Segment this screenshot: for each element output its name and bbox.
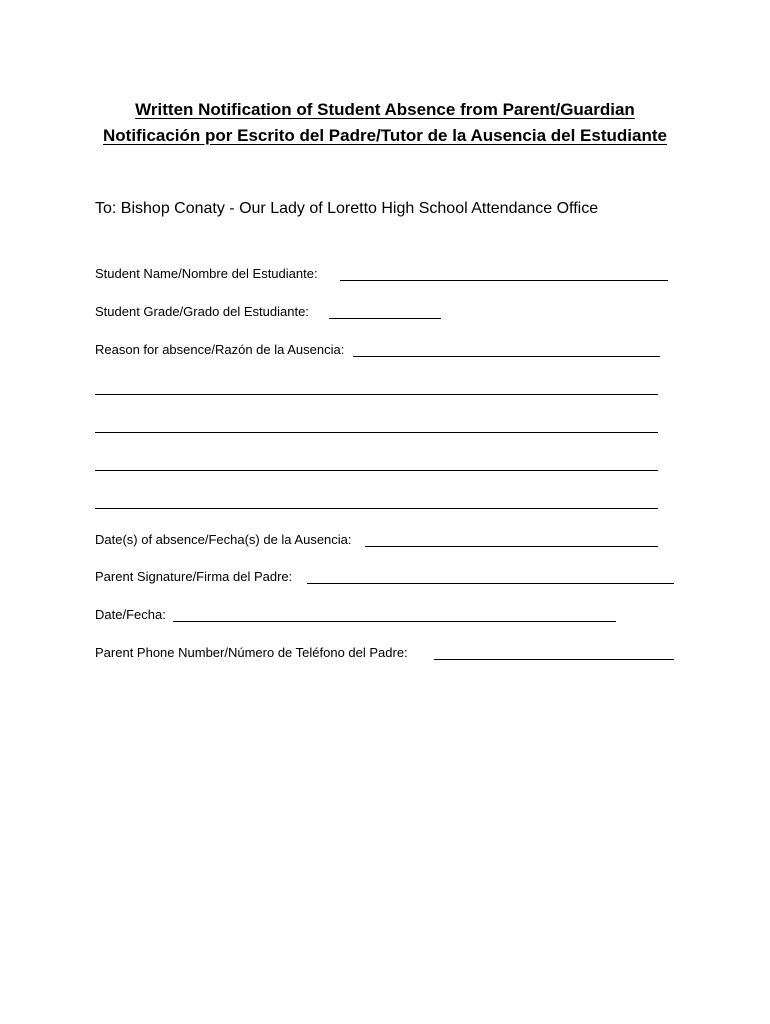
- student-grade-field[interactable]: [329, 318, 441, 319]
- student-name-label: Student Name/Nombre del Estudiante:: [95, 266, 318, 281]
- student-grade-label: Student Grade/Grado del Estudiante:: [95, 304, 309, 319]
- reason-continuation-line-4[interactable]: [95, 508, 658, 509]
- student-name-field[interactable]: [340, 280, 668, 281]
- parent-phone-field[interactable]: [434, 659, 674, 660]
- dates-of-absence-label: Date(s) of absence/Fecha(s) de la Ausencia:: [95, 532, 352, 547]
- date-label: Date/Fecha:: [95, 607, 166, 622]
- date-field[interactable]: [173, 621, 616, 622]
- reason-continuation-line-2[interactable]: [95, 432, 658, 433]
- reason-continuation-line-3[interactable]: [95, 470, 658, 471]
- reason-continuation-line-1[interactable]: [95, 394, 658, 395]
- parent-signature-label: Parent Signature/Firma del Padre:: [95, 569, 293, 584]
- form-title-spanish: Notificación por Escrito del Padre/Tutor de la Ausencia del Estudiante: [103, 126, 667, 145]
- form-title-english: Written Notification of Student Absence from Parent/Guardian: [135, 100, 635, 119]
- reason-label: Reason for absence/Razón de la Ausencia:: [95, 342, 345, 357]
- parent-signature-field[interactable]: [307, 583, 674, 584]
- dates-of-absence-field[interactable]: [365, 546, 658, 547]
- recipient-line: To: Bishop Conaty - Our Lady of Loretto High School Attendance Office: [95, 200, 599, 217]
- reason-field[interactable]: [353, 356, 660, 357]
- parent-phone-label: Parent Phone Number/Número de Teléfono del Padre:: [95, 645, 408, 660]
